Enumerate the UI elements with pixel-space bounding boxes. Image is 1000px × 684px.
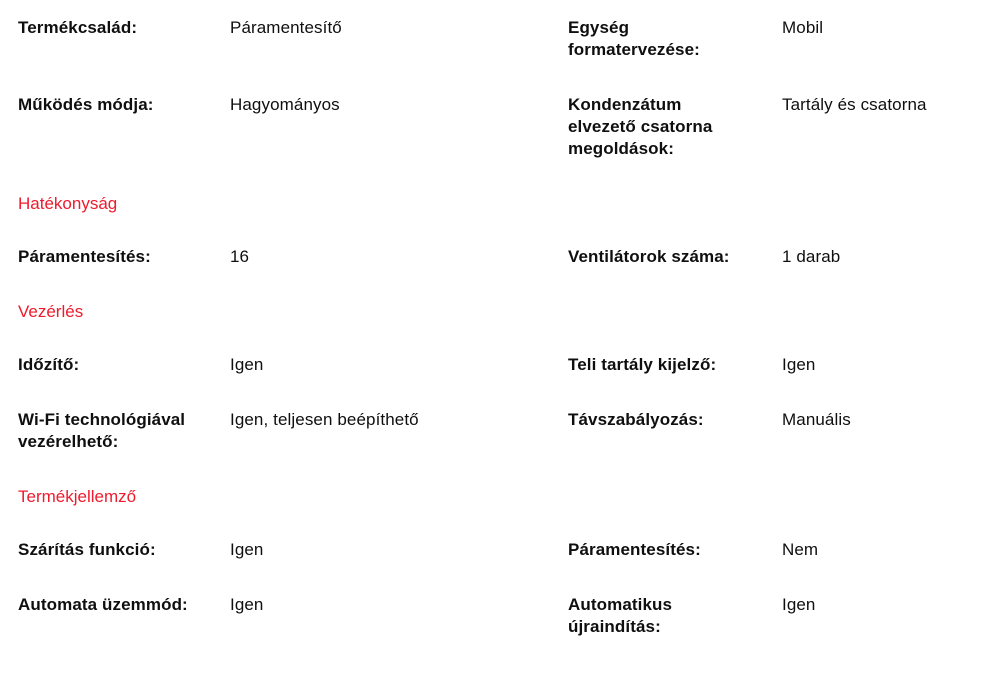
spec-value-szaritas-funkcio: Igen: [230, 540, 264, 559]
section-header-termekjellemzo: Termékjellemző: [18, 487, 137, 506]
section-header-vezerles: Vezérlés: [18, 302, 84, 321]
spec-value-ventilatorok-szama: 1 darab: [782, 247, 841, 266]
spec-value-mukodes-modja: Hagyományos: [230, 95, 340, 114]
spec-label-paramentesites-jobb: Páramentesítés:: [568, 540, 701, 559]
spec-label-mukodes-modja: Működés módja:: [18, 95, 154, 114]
section-header-hatekonysag: Hatékonyság: [18, 194, 118, 213]
spec-value-wifi-vezerelheto: Igen, teljesen beépíthető: [230, 410, 419, 429]
spec-value-tavszabalyozas: Manuális: [782, 410, 851, 429]
spec-value-kondenzatum-elvezeto: Tartály és csatorna: [782, 95, 927, 114]
spec-label-paramentesites: Páramentesítés:: [18, 247, 151, 266]
spec-label-tavszabalyozas: Távszabályozás:: [568, 410, 704, 429]
spec-label-wifi-vezerelheto: Wi-Fi technológiával vezérelhető:: [18, 410, 186, 451]
spec-row-paramentesites-ventilatorok: [18, 246, 1000, 268]
spec-value-termekcsalad: Páramentesítő: [230, 18, 342, 37]
spec-value-egyseg-formatervezese: Mobil: [782, 18, 824, 37]
spec-value-idozito: Igen: [230, 355, 264, 374]
spec-row-mukodes-kondenzatum: [18, 94, 1000, 160]
spec-value-automata-uzemmod: Igen: [230, 595, 264, 614]
spec-label-ventilatorok-szama: Ventilátorok száma:: [568, 247, 730, 266]
spec-value-teli-tartaly-kijelzo: Igen: [782, 355, 816, 374]
spec-label-idozito: Időzítő:: [18, 355, 80, 374]
spec-row-wifi-tavszabalyozas: [18, 409, 1000, 453]
spec-row-idozito-telitartaly: [18, 354, 1000, 376]
spec-label-termekcsalad: Termékcsalád:: [18, 18, 138, 37]
spec-value-automatikus-ujrainditas: Igen: [782, 595, 816, 614]
spec-label-teli-tartaly-kijelzo: Teli tartály kijelző:: [568, 355, 717, 374]
spec-value-paramentesites-jobb: Nem: [782, 540, 819, 559]
spec-row-automata-ujrainditas: [18, 594, 1000, 638]
spec-value-paramentesites: 16: [230, 247, 250, 266]
spec-label-automata-uzemmod: Automata üzemmód:: [18, 595, 188, 614]
spec-label-egyseg-formatervezese: Egység formatervezése:: [568, 18, 700, 59]
spec-row-termekcsalad-egyseg: [18, 17, 1000, 61]
spec-row-szaritas-paramentesites: [18, 539, 1000, 561]
spec-label-szaritas-funkcio: Szárítás funkció:: [18, 540, 156, 559]
spec-label-kondenzatum-elvezeto: Kondenzátum elvezető csatorna megoldások:: [568, 95, 713, 158]
spec-label-automatikus-ujrainditas: Automatikus újraindítás:: [568, 595, 673, 636]
